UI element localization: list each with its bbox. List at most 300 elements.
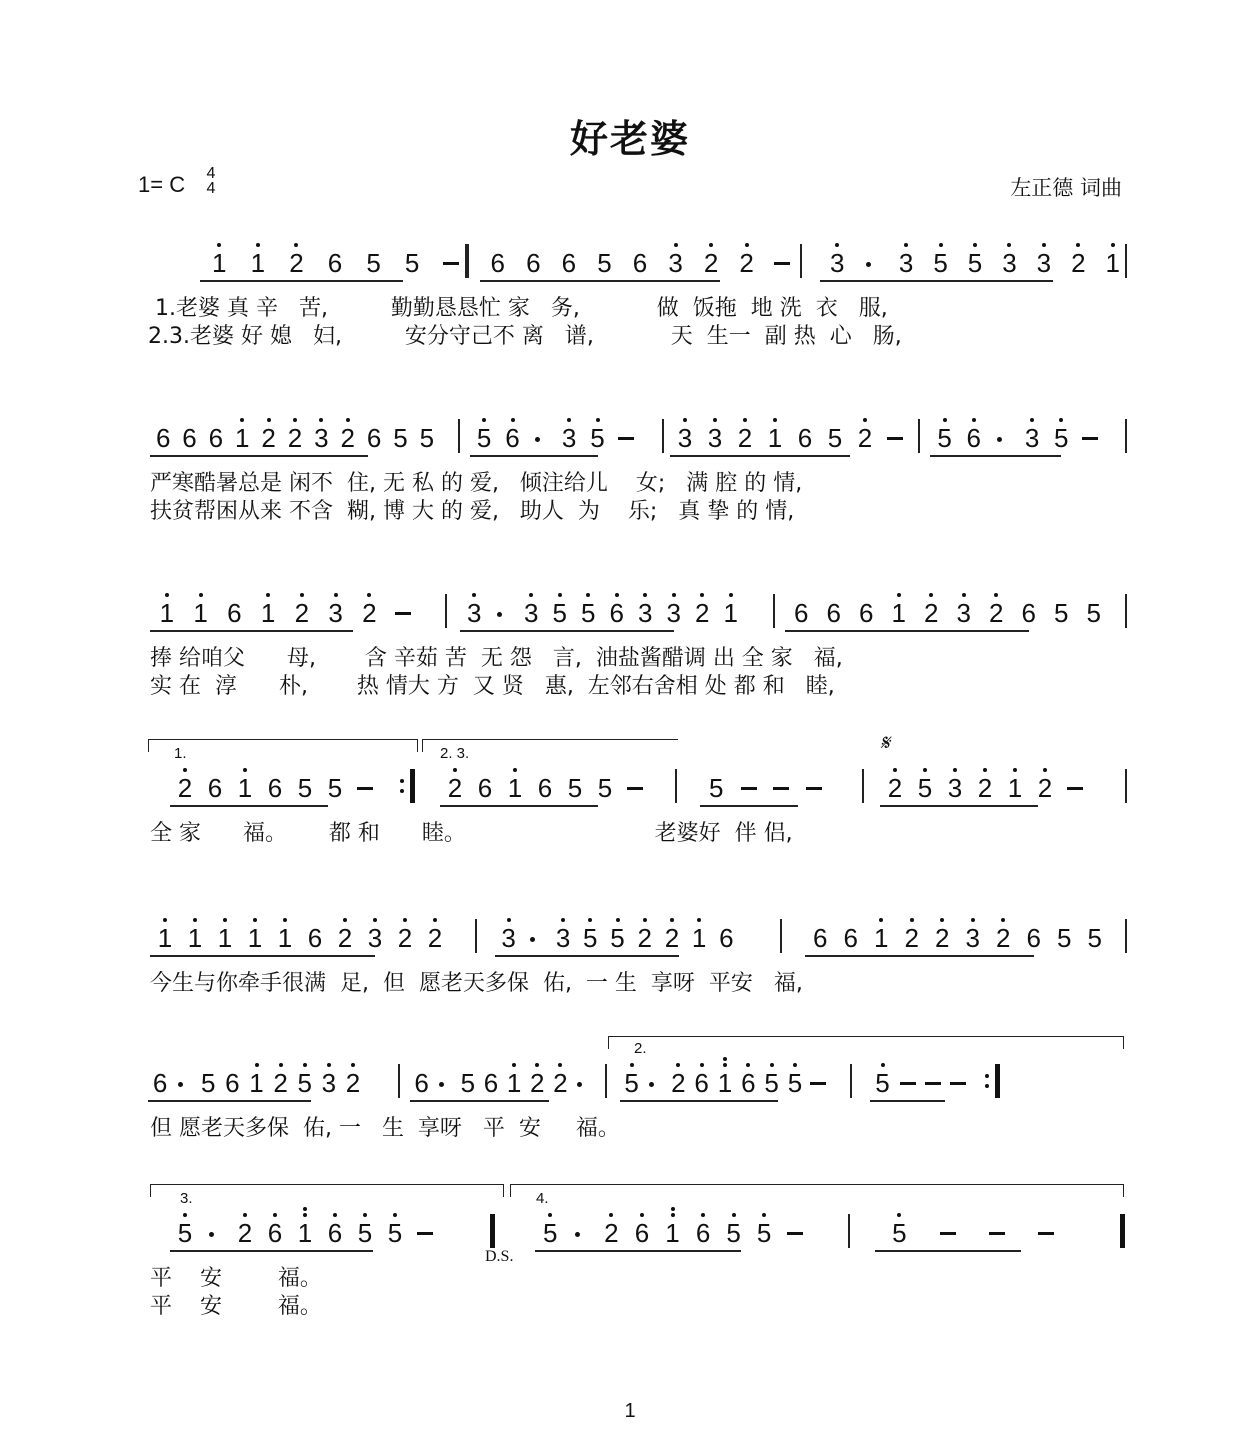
octave-dot <box>293 418 297 422</box>
beam-underline <box>785 630 1029 632</box>
extension-dash <box>417 1232 433 1235</box>
octave-dot <box>709 243 713 247</box>
barline <box>995 1064 1000 1098</box>
note: 6 <box>632 248 648 278</box>
note: 2 <box>337 423 359 453</box>
barline <box>475 919 477 953</box>
octave-dot <box>279 1063 283 1067</box>
note: 2 <box>854 423 876 453</box>
octave-dot <box>373 918 377 922</box>
note: 3 <box>1033 248 1055 278</box>
extension-dash <box>989 1232 1005 1235</box>
barline <box>398 1064 400 1098</box>
segno-sign: 𝄋 <box>880 731 890 756</box>
lyric-line: 全 家 福。 都 和 睦。 老婆好 伴 侣, <box>150 821 793 846</box>
octave-dot <box>223 918 227 922</box>
octave-dot <box>273 1213 277 1217</box>
extension-dash <box>1082 437 1098 440</box>
note: 5 <box>1087 923 1102 953</box>
note: 3 <box>998 248 1020 278</box>
note: 3 <box>665 248 687 278</box>
octave-dot <box>835 243 839 247</box>
augmentation-dot <box>535 437 540 442</box>
note: 6 <box>307 923 323 953</box>
note: 1 <box>154 923 176 953</box>
note: 6 <box>477 773 493 803</box>
octave-dot <box>165 593 169 597</box>
note: 1 <box>662 1218 684 1248</box>
note: 1 <box>244 923 266 953</box>
barline <box>675 769 677 803</box>
staff-system <box>140 1040 1130 1190</box>
octave-dot <box>723 1057 727 1061</box>
note: 1 <box>688 923 710 953</box>
note: 6 <box>225 1068 240 1098</box>
octave-dot <box>403 918 407 922</box>
octave-dot <box>199 593 203 597</box>
dal-segno-mark: D.S. <box>485 1248 514 1265</box>
octave-dot <box>762 1213 766 1217</box>
augmentation-dot <box>497 612 502 617</box>
note: 5 <box>366 248 381 278</box>
beam-underline <box>200 280 403 282</box>
note: 5 <box>934 423 956 453</box>
octave-dot <box>588 918 592 922</box>
note: 6 <box>737 1068 759 1098</box>
note: 6 <box>152 1068 168 1098</box>
note: 6 <box>264 1218 286 1248</box>
note: 5 <box>723 1218 745 1248</box>
augmentation-dot <box>649 1082 654 1087</box>
note: 3 <box>364 923 386 953</box>
octave-dot <box>217 243 221 247</box>
note: 2 <box>901 923 923 953</box>
extension-dash <box>900 1082 916 1085</box>
octave-dot <box>283 918 287 922</box>
barline <box>410 769 415 803</box>
note: 1 <box>1004 773 1026 803</box>
barline <box>1125 919 1127 953</box>
octave-dot <box>904 243 908 247</box>
note: 1 <box>764 423 786 453</box>
note: 1 <box>870 923 892 953</box>
note: 5 <box>539 1218 561 1248</box>
note: 1 <box>503 1068 525 1098</box>
extension-dash <box>1067 787 1083 790</box>
note: 5 <box>327 773 343 803</box>
notes-row <box>140 915 1130 959</box>
volta-label: 2. 3. <box>440 745 470 762</box>
note: 5 <box>297 773 313 803</box>
note: 5 <box>393 423 408 453</box>
octave-dot <box>962 593 966 597</box>
octave-dot <box>729 593 733 597</box>
note: 2 <box>600 1218 622 1248</box>
octave-dot <box>773 418 777 422</box>
volta-label: 4. <box>536 1190 549 1207</box>
beam-underline <box>820 280 1053 282</box>
note: 2 <box>667 1068 689 1098</box>
note: 5 <box>888 1218 910 1248</box>
note: 2 <box>992 923 1014 953</box>
note: 5 <box>549 598 571 628</box>
augmentation-dot <box>577 1082 582 1087</box>
note: 3 <box>552 923 574 953</box>
note: 2 <box>291 598 313 628</box>
octave-dot <box>334 593 338 597</box>
notes-row <box>140 590 1130 634</box>
octave-dot <box>1042 243 1046 247</box>
octave-dot <box>972 418 976 422</box>
note: 1 <box>504 773 526 803</box>
note: 1 <box>257 598 279 628</box>
octave-dot <box>319 418 323 422</box>
octave-dot <box>929 593 933 597</box>
octave-dot <box>971 918 975 922</box>
octave-dot <box>1030 418 1034 422</box>
note: 6 <box>483 1068 499 1098</box>
note: 5 <box>294 1068 316 1098</box>
octave-dot <box>994 593 998 597</box>
time-signature-top: 4 <box>206 165 216 182</box>
time-signature <box>203 166 219 196</box>
octave-dot <box>953 768 957 772</box>
note: 5 <box>174 1218 196 1248</box>
octave-dot <box>243 768 247 772</box>
octave-dot <box>770 1063 774 1067</box>
beam-underline <box>805 955 1034 957</box>
extension-dash <box>443 262 459 265</box>
extension-dash <box>395 612 411 615</box>
note: 6 <box>227 598 242 628</box>
octave-dot <box>672 593 676 597</box>
note: 6 <box>502 423 524 453</box>
note: 5 <box>621 1068 643 1098</box>
octave-dot <box>548 1213 552 1217</box>
barline <box>862 769 864 803</box>
barline <box>800 244 802 278</box>
staff-system <box>140 240 1130 370</box>
repeat-dots <box>400 779 404 797</box>
note: 6 <box>1026 923 1041 953</box>
barline <box>445 594 447 628</box>
note: 3 <box>895 248 917 278</box>
octave-dot <box>183 768 187 772</box>
note: 1 <box>234 773 256 803</box>
notes-row <box>140 1210 1130 1254</box>
note: 6 <box>267 773 283 803</box>
octave-dot <box>294 243 298 247</box>
note: 1 <box>247 248 269 278</box>
note: 5 <box>201 1068 216 1098</box>
staff-system <box>140 915 1130 1045</box>
staff-system <box>140 415 1130 545</box>
note: 2 <box>285 248 307 278</box>
note: 3 <box>826 248 848 278</box>
note: 6 <box>1021 598 1036 628</box>
octave-dot <box>453 768 457 772</box>
note: 3 <box>1021 423 1043 453</box>
octave-dot <box>163 918 167 922</box>
octave-dot <box>713 418 717 422</box>
octave-dot <box>1059 418 1063 422</box>
note: 6 <box>561 248 577 278</box>
octave-dot <box>561 918 565 922</box>
barline <box>1125 594 1127 628</box>
beam-underline <box>480 280 720 282</box>
note: 3 <box>325 598 347 628</box>
barline <box>773 594 775 628</box>
note: 2 <box>920 598 942 628</box>
staff-system <box>140 1190 1130 1340</box>
note: 5 <box>597 248 612 278</box>
note: 5 <box>709 773 724 803</box>
note: 5 <box>1057 923 1072 953</box>
octave-dot <box>303 1213 307 1217</box>
octave-dot <box>1007 243 1011 247</box>
lyric-line: 严寒酷暑总是 闲不 住, 无 私 的 爱, 倾注给儿 女; 满 腔 的 情, <box>150 471 803 496</box>
volta-label: 1. <box>174 745 187 762</box>
beam-underline <box>170 1250 373 1252</box>
lyric-line: 捧 给咱父 母, 含 辛茹 苦 无 怨 言, 油盐酱醋调 出 全 家 福, <box>150 646 843 671</box>
key-signature: 1= C <box>138 172 186 197</box>
octave-dot <box>939 243 943 247</box>
note: 2 <box>444 773 466 803</box>
note: 6 <box>208 423 224 453</box>
notes-row <box>140 1060 1130 1104</box>
staff-system <box>140 590 1130 720</box>
octave-dot <box>535 1063 539 1067</box>
note: 2 <box>394 923 416 953</box>
note: 2 <box>700 248 722 278</box>
note: 6 <box>526 248 541 278</box>
note: 5 <box>784 1068 806 1098</box>
beam-underline <box>620 1100 778 1102</box>
note: 2 <box>358 598 380 628</box>
extension-dash <box>741 787 757 790</box>
volta-bracket <box>510 1184 1124 1197</box>
note: 5 <box>354 1218 376 1248</box>
note: 3 <box>310 423 332 453</box>
note: 1 <box>720 598 742 628</box>
octave-dot <box>507 918 511 922</box>
octave-dot <box>609 1213 613 1217</box>
octave-dot <box>897 1213 901 1217</box>
octave-dot <box>674 243 678 247</box>
note: 3 <box>463 598 485 628</box>
octave-dot <box>700 1063 704 1067</box>
beam-underline <box>880 805 1038 807</box>
extension-dash <box>950 1082 966 1085</box>
note: 6 <box>606 598 628 628</box>
note: 6 <box>490 248 505 278</box>
note: 2 <box>424 923 446 953</box>
note: 5 <box>577 598 599 628</box>
lyric-line: 2.3.老婆 好 媳 妇, 安分守己不 离 谱, 天 生一 副 热 心 肠, <box>148 324 902 349</box>
octave-dot <box>697 918 701 922</box>
note: 6 <box>826 598 841 628</box>
notes-row <box>140 240 1130 284</box>
beam-underline <box>460 630 674 632</box>
octave-dot <box>266 593 270 597</box>
note: 6 <box>327 248 343 278</box>
beam-underline <box>150 955 375 957</box>
barline <box>467 244 469 278</box>
note: 2 <box>258 423 280 453</box>
note: 3 <box>520 598 542 628</box>
note: 2 <box>1034 773 1056 803</box>
octave-dot <box>243 1213 247 1217</box>
note: 1 <box>214 923 236 953</box>
octave-dot <box>529 593 533 597</box>
octave-dot <box>183 1213 187 1217</box>
augmentation-dot <box>997 437 1002 442</box>
lyric-line: 今生与你牵手很满 足, 但 愿老天多保 佑, 一 生 享呀 平安 福, <box>150 971 803 996</box>
octave-dot <box>793 1063 797 1067</box>
note: 5 <box>753 1218 775 1248</box>
note: 5 <box>914 773 936 803</box>
barline <box>458 419 460 453</box>
octave-dot <box>640 1213 644 1217</box>
barline <box>1125 244 1127 278</box>
lyric-line: 平 安 福。 <box>150 1294 322 1319</box>
note: 3 <box>634 598 656 628</box>
note: 6 <box>182 423 197 453</box>
note: 2 <box>526 1068 548 1098</box>
extension-dash <box>887 437 903 440</box>
note: 5 <box>607 923 629 953</box>
extension-dash <box>773 787 789 790</box>
note: 2 <box>691 598 713 628</box>
page-number: 1 <box>624 1400 636 1422</box>
note: 2 <box>234 1218 256 1248</box>
note: 5 <box>1054 598 1069 628</box>
extension-dash <box>787 1232 803 1235</box>
octave-dot <box>671 1207 675 1211</box>
octave-dot <box>255 1063 259 1067</box>
note: 6 <box>859 598 874 628</box>
note: 5 <box>567 773 583 803</box>
octave-dot <box>745 243 749 247</box>
note: 3 <box>558 423 580 453</box>
barline <box>1125 419 1127 453</box>
volta-label: 3. <box>180 1190 193 1207</box>
note: 2 <box>634 923 656 953</box>
octave-dot <box>670 918 674 922</box>
note: 6 <box>813 923 828 953</box>
lyric-line: 1.老婆 真 辛 苦, 勤勤恳恳忙 家 务, 做 饭拖 地 洗 衣 服, <box>148 296 888 321</box>
volta-label: 2. <box>634 1040 647 1057</box>
octave-dot <box>879 918 883 922</box>
octave-dot <box>327 1063 331 1067</box>
barline <box>850 1064 852 1098</box>
note: 3 <box>674 423 696 453</box>
octave-dot <box>683 418 687 422</box>
note: 1 <box>888 598 910 628</box>
barline <box>605 1064 607 1098</box>
octave-dot <box>897 593 901 597</box>
barline <box>848 1214 850 1248</box>
octave-dot <box>943 418 947 422</box>
octave-dot <box>615 593 619 597</box>
note: 1 <box>294 1218 316 1248</box>
note: 2 <box>342 1068 364 1098</box>
octave-dot <box>643 918 647 922</box>
octave-dot <box>482 418 486 422</box>
note: 2 <box>985 598 1007 628</box>
augmentation-dot <box>575 1232 580 1237</box>
octave-dot <box>700 593 704 597</box>
note: 6 <box>631 1218 653 1248</box>
lyric-line: 平 安 福。 <box>150 1266 322 1291</box>
octave-dot <box>300 593 304 597</box>
octave-dot <box>393 1213 397 1217</box>
note: 5 <box>473 423 495 453</box>
octave-dot <box>723 1063 727 1067</box>
note: 5 <box>404 248 420 278</box>
note: 5 <box>930 248 952 278</box>
octave-dot <box>973 243 977 247</box>
beam-underline <box>440 805 598 807</box>
note: 6 <box>537 773 553 803</box>
augmentation-dot <box>866 262 871 267</box>
note: 5 <box>761 1068 783 1098</box>
note: 2 <box>270 1068 292 1098</box>
time-signature-bottom: 4 <box>206 180 216 197</box>
beam-underline <box>150 630 353 632</box>
note: 5 <box>587 423 609 453</box>
octave-dot <box>586 593 590 597</box>
notes-row <box>140 765 1130 809</box>
octave-dot <box>983 768 987 772</box>
note: 5 <box>384 1218 406 1248</box>
augmentation-dot <box>209 1232 214 1237</box>
beam-underline <box>875 1250 1021 1252</box>
octave-dot <box>1013 768 1017 772</box>
barline <box>490 1214 495 1248</box>
note: 2 <box>284 423 306 453</box>
extension-dash <box>618 437 634 440</box>
note: 1 <box>190 598 212 628</box>
extension-dash <box>774 262 790 265</box>
octave-dot <box>303 1207 307 1211</box>
note: 3 <box>953 598 975 628</box>
note: 1 <box>1102 248 1124 278</box>
note: 6 <box>963 423 985 453</box>
note: 6 <box>843 923 858 953</box>
octave-dot <box>616 918 620 922</box>
extension-dash <box>810 1082 826 1085</box>
octave-dot <box>643 593 647 597</box>
note: 5 <box>460 1068 476 1098</box>
octave-dot <box>558 593 562 597</box>
octave-dot <box>743 418 747 422</box>
note: 2 <box>334 923 356 953</box>
volta-bracket <box>148 739 418 752</box>
note: 3 <box>944 773 966 803</box>
octave-dot <box>567 418 571 422</box>
octave-dot <box>472 593 476 597</box>
note: 2 <box>974 773 996 803</box>
note: 5 <box>419 423 435 453</box>
beam-underline <box>535 1250 741 1252</box>
note: 2 <box>661 923 683 953</box>
octave-dot <box>910 918 914 922</box>
beam-underline <box>495 955 679 957</box>
note: 1 <box>246 1068 268 1098</box>
note: 3 <box>318 1068 340 1098</box>
beam-underline <box>870 1100 945 1102</box>
